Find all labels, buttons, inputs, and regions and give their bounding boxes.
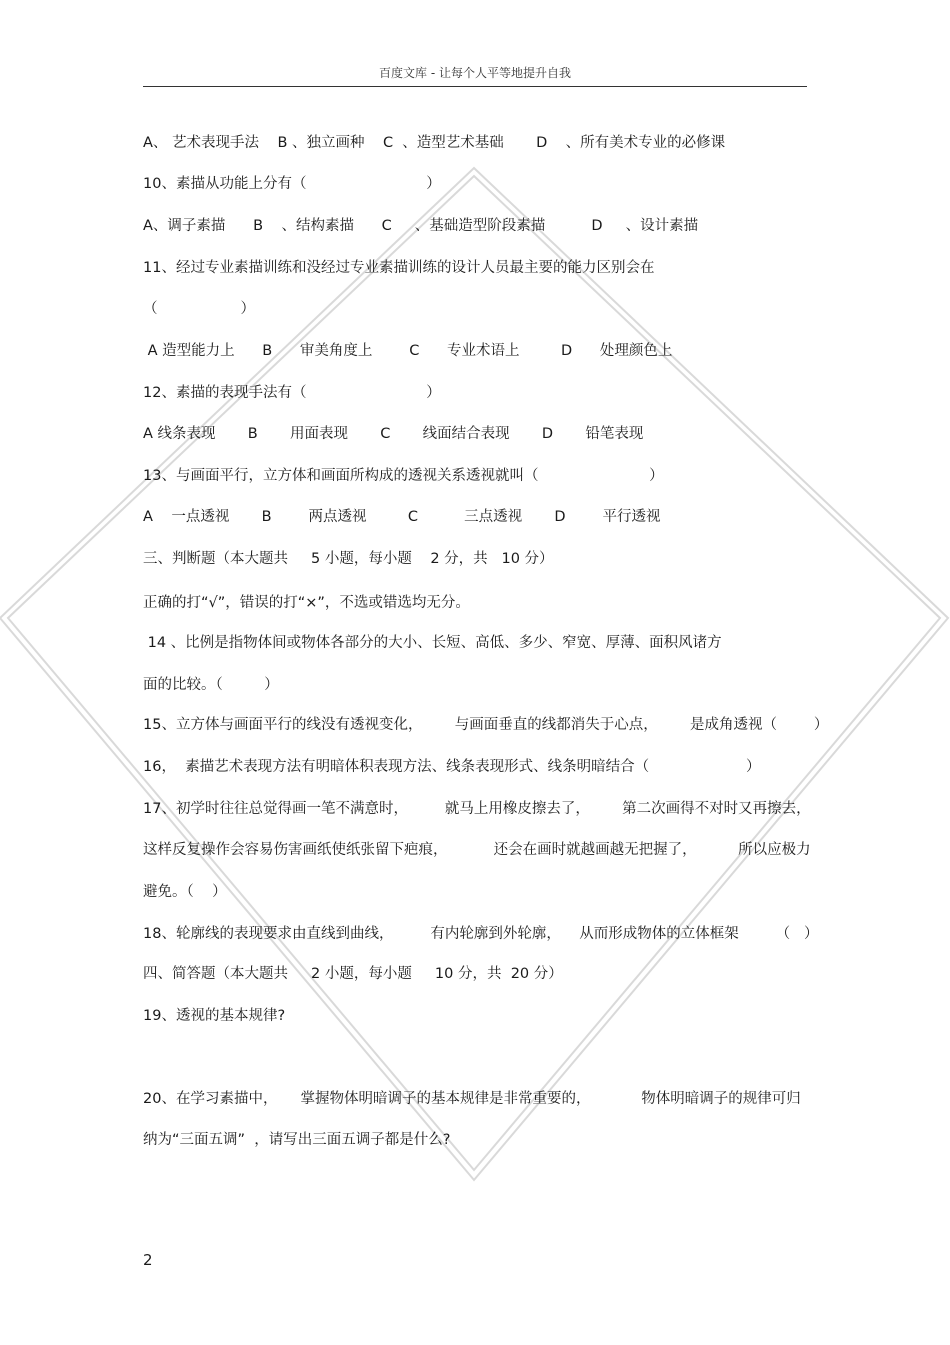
question-12: 12、素描的表现手法有（ ） [143, 385, 441, 401]
question-10-options: A、调子素描 B 、结构素描 C 、基础造型阶段素描 D 、设计素描 [143, 218, 699, 234]
page-number: 2 [143, 1251, 153, 1269]
question-13-options: A 一点透视 B 两点透视 C 三点透视 D 平行透视 [143, 509, 661, 525]
question-17: 17、初学时往往总觉得画一笔不满意时， 就马上用橡皮擦去了， 第二次画得不对时又再擦去， [143, 801, 811, 817]
section-3-heading: 三、判断题（本大题共 5 小题，每小题 2 分，共 10 分） [143, 551, 554, 567]
question-11-blank: （ ） [143, 301, 255, 317]
page-header: 百度文库 - 让每个人平等地提升自我 [379, 66, 571, 80]
question-20: 20、在学习素描中， 掌握物体明暗调子的基本规律是非常重要的， 物体明暗调子的规律可归 [143, 1091, 801, 1107]
question-10: 10、素描从功能上分有（ ） [143, 176, 441, 192]
section-4-heading: 四、简答题（本大题共 2 小题，每小题 10 分，共 20 分） [143, 966, 563, 982]
question-11-options: A 造型能力上 B 审美角度上 C 专业术语上 D 处理颜色上 [143, 343, 673, 359]
header-rule [143, 86, 807, 87]
question-14: 14 、比例是指物体间或物体各部分的大小、长短、高低、多少、窄宽、厚薄、面积风诸方 [143, 635, 722, 651]
question-11: 11、经过专业素描训练和没经过专业素描训练的设计人员最主要的能力区别会在 [143, 260, 655, 276]
section-3-instructions: 正确的打“√”，错误的打“×”，不选或错选均无分。 [143, 595, 470, 611]
question-20-cont: 纳为“三面五调” ，请写出三面五调子都是什么? [143, 1132, 451, 1148]
question-18: 18、轮廓线的表现要求由直线到曲线， 有内轮廓到外轮廓， 从而形成物体的立体框架 （ ） [143, 926, 819, 942]
question-19: 19、透视的基本规律? [143, 1008, 286, 1024]
question-15: 15、立方体与画面平行的线没有透视变化， 与画面垂直的线都消失于心点， 是成角透视（ ） [143, 717, 829, 733]
question-9-options: A、 艺术表现手法 B 、独立画种 C 、造型艺术基础 D 、所有美术专业的必修课 [143, 135, 726, 151]
question-12-options: A 线条表现 B 用面表现 C 线面结合表现 D 铅笔表现 [143, 426, 644, 442]
question-13: 13、与画面平行，立方体和画面所构成的透视关系透视就叫（ ） [143, 468, 664, 484]
question-16: 16， 素描艺术表现方法有明暗体积表现方法、线条表现形式、线条明暗结合（ ） [143, 759, 761, 775]
question-14-cont: 面的比较。（ ） [143, 677, 279, 693]
question-17-cont: 这样反复操作会容易伤害画纸使纸张留下疤痕， 还会在画时就越画越无把握了， 所以应极力 [143, 842, 811, 858]
question-17-end: 避免。（ ） [143, 884, 227, 900]
